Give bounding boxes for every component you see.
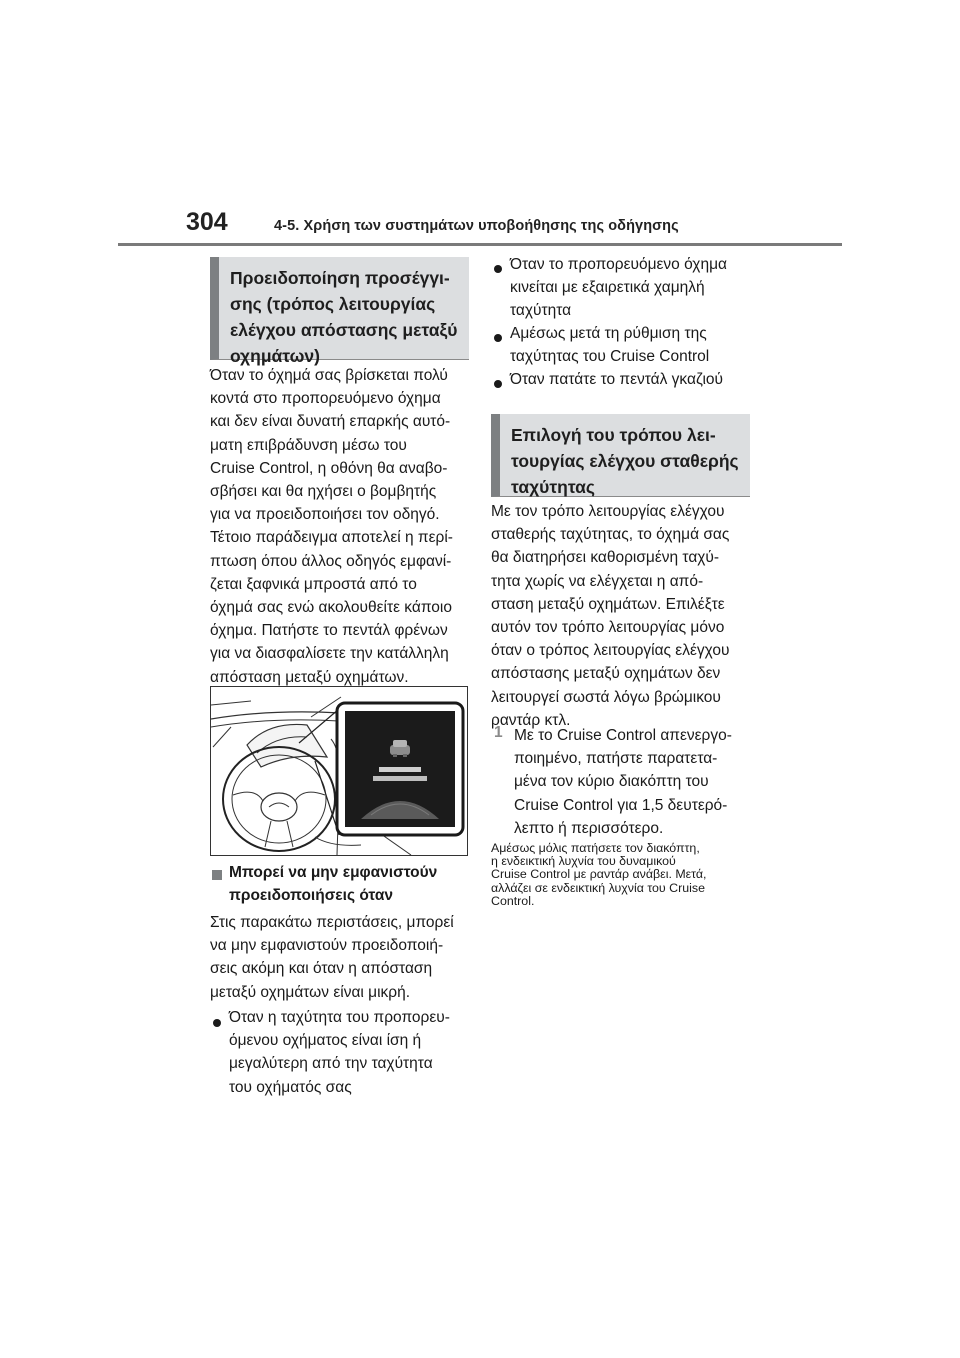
text-line: απόστασης μεταξύ οχημάτων δεν (491, 665, 721, 683)
text-line: σβήσει και θα ηχήσει ο βομβητής (210, 483, 437, 501)
bullet-icon (494, 334, 502, 342)
page-number: 304 (186, 208, 228, 236)
text-line: να μην εμφανιστούν προειδοποιή- (210, 937, 444, 955)
text-line: ραντάρ κτλ. (491, 711, 571, 729)
text-line: ματη επιβράδυνση μέσω του (210, 436, 407, 454)
section-title-constant-speed-mode (491, 414, 750, 497)
text-line: όμενου οχήματος είναι ίση ή (229, 1032, 422, 1050)
text-line: θα διατηρήσει καθορισμένη ταχύ- (491, 549, 720, 567)
text-line: Cruise Control με ραντάρ ανάβει. Μετά, (491, 867, 707, 882)
text-line: όχημα. Πατήστε το πεντάλ φρένων (210, 622, 448, 640)
meter-display-figure (210, 686, 468, 856)
text-line: σταση μεταξύ οχημάτων. Επιλέξτε (491, 595, 725, 613)
text-line: Με τον τρόπο λειτουργίας ελέγχου (491, 503, 725, 520)
text-line: Όταν το όχημά σας βρίσκεται πολύ (210, 367, 448, 384)
text-line: για να διασφαλίσετε την κατάλληλη (210, 645, 449, 663)
text-line: κοντά στο προπορευόμενο όχημα (210, 390, 441, 408)
subheading-line: Μπορεί να μην εμφανιστούν (229, 864, 438, 881)
text-line: Αμέσως μόλις πατήσετε τον διακόπτη, (491, 841, 700, 855)
text-line: όταν ο τρόπος λειτουργίας ελέγχου (491, 642, 730, 660)
section-title-line: ελέγχου απόστασης μεταξύ (230, 320, 458, 340)
text-line: σεις ακόμη και όταν η απόσταση (210, 960, 433, 978)
intro-paragraph (210, 364, 453, 689)
section-title-line: σης (τρόπος λειτουργίας (230, 294, 436, 314)
text-line: Control. (491, 893, 535, 908)
text-line: ταχύτητας του Cruise Control (510, 348, 710, 366)
text-line: Cruise Control, η οθόνη θα αναβο- (210, 459, 448, 477)
text-line: μεγαλύτερη από την ταχύτητα (229, 1055, 433, 1073)
text-line: ταχύτητα (510, 302, 572, 320)
text-line: Όταν η ταχύτητα του προπορευ- (229, 1009, 450, 1026)
steering-wheel-illustration (211, 687, 467, 855)
text-line: Στις παρακάτω περιστάσεις, μπορεί (210, 914, 454, 931)
chapter-title: 4-5. Χρήση των συστημάτων υποβοήθησης της οδήγησης (274, 218, 679, 234)
preceding-vehicle-icon (390, 740, 410, 757)
note-text (491, 842, 707, 908)
step-number: 1 (494, 724, 503, 741)
section-title-line: Επιλογή του τρόπου λει- (511, 425, 716, 445)
square-marker-icon (212, 870, 222, 880)
section-title-approach-warning (210, 257, 469, 366)
text-line: Τέτοιο παράδειγμα αποτελεί η περί- (210, 529, 453, 547)
text-line: αλλάζει σε ενδεικτική λυχνία του Cruise (491, 880, 705, 895)
section-title-line: τουργίας ελέγχου σταθερής (511, 451, 739, 471)
text-line: του οχήματός σας (229, 1078, 352, 1096)
text-line: ποιημένο, πατήστε παρατετα- (514, 750, 718, 768)
subheading-no-warnings (229, 861, 437, 907)
step-text (514, 724, 732, 840)
text-line: Cruise Control για 1,5 δευτερό- (514, 796, 728, 814)
section-title-line: οχημάτων) (230, 346, 320, 366)
text-line: μεταξύ οχημάτων είναι μικρή. (210, 983, 411, 1001)
text-line: Αμέσως μετά τη ρύθμιση της (510, 325, 707, 342)
text-line: τητα χωρίς να ελέγχεται η από- (491, 572, 704, 590)
text-line: Με το Cruise Control απενεργο- (514, 727, 732, 744)
text-line: Όταν πατάτε το πεντάλ γκαζιού (510, 371, 724, 388)
text-line: αυτόν τον τρόπο λειτουργίας μόνο (491, 619, 725, 637)
header-divider (118, 243, 842, 246)
bullet-item (510, 322, 709, 368)
text-line: μένα τον κύριο διακόπτη του (514, 773, 709, 791)
text-line: όχημά σας ενώ ακολουθείτε κάποιο (210, 599, 452, 617)
text-line: Όταν το προπορευόμενο όχημα (510, 256, 727, 273)
section-title-line: Προειδοποίηση προσέγγι- (230, 268, 450, 288)
bullet-icon (494, 265, 502, 273)
bullet-item (510, 253, 727, 323)
text-line: λεπτο ή περισσότερο. (514, 819, 664, 837)
bullet-icon (494, 380, 502, 388)
text-line: για να προειδοποιήσει τον οδηγό. (210, 506, 440, 524)
text-line: κινείται με εξαιρετικά χαμηλή (510, 279, 705, 297)
bullet-item (510, 368, 723, 391)
conditions-paragraph (210, 911, 454, 1004)
text-line: η ενδεικτική λυχνία του δυναμικού (491, 854, 676, 869)
text-line: απόσταση μεταξύ οχημάτων. (210, 668, 409, 686)
bullet-item (229, 1006, 450, 1099)
text-line: λειτουργεί σωστά λόγω βρώμικου (491, 688, 721, 706)
text-line: πτωση όπου άλλος οδηγός εμφανί- (210, 552, 452, 570)
bullet-icon (213, 1019, 221, 1027)
subheading-line: προειδοποιήσεις όταν (229, 887, 394, 904)
text-line: σταθερής ταχύτητας, το όχημά σας (491, 526, 730, 544)
constant-speed-paragraph (491, 500, 729, 732)
section-title-line: ταχύτητας (511, 477, 596, 497)
text-line: και δεν είναι δυνατή επαρκής αυτό- (210, 413, 451, 431)
text-line: ζεται ξαφνικά μπροστά από το (210, 575, 417, 593)
